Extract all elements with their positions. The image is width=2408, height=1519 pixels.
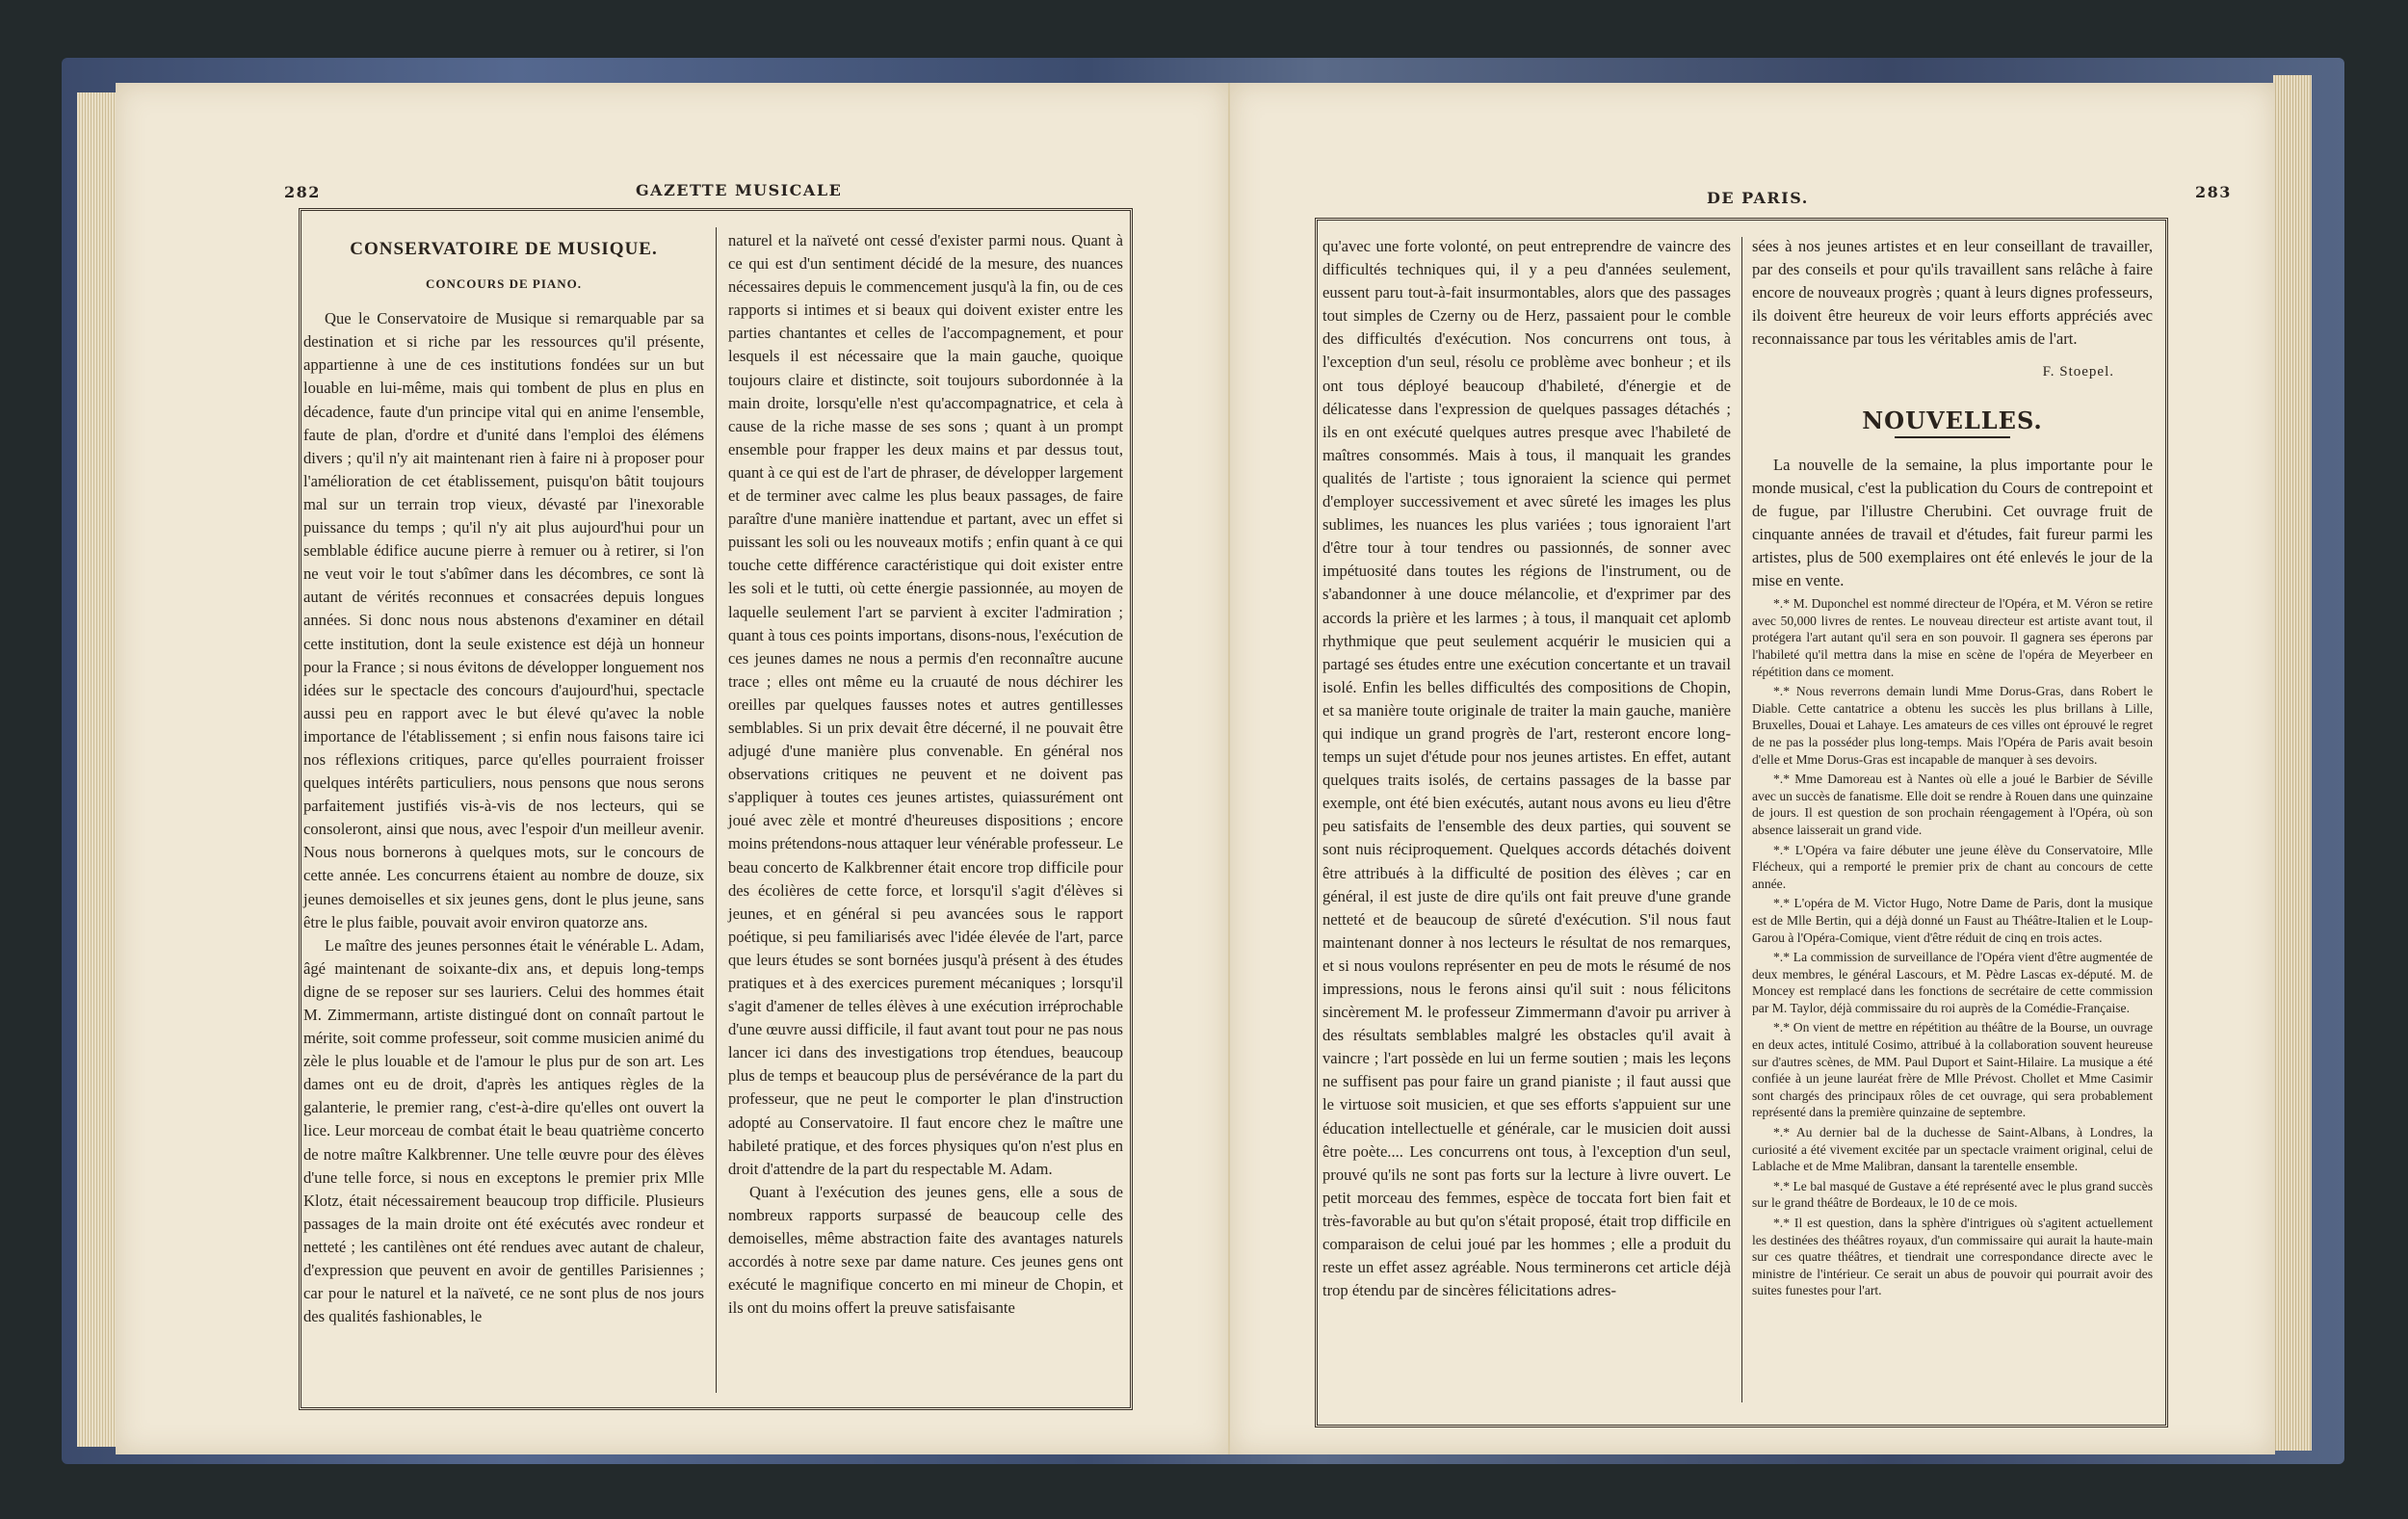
news-item: *.* Mme Damoreau est à Nantes où elle a joué le Barbier de Séville avec un succès de fanatisme. Elle doit se rendre à Rouen dans une quinzaine de jours. Il est question de son prochain réengagement à l'Opéra, où son absence laisserait un grand vide. [1752,772,2153,837]
news-item: *.* Il est question, dans la sphère d'intrigues où s'agitent actuellement les destinées des théâtres royaux, d'un commissaire qui aurait la haute-main sur ces quatre théâtres, et tiendrait une correspondance directe avec le ministre de l'intérieur. Ce serait un abus de pouvoir qui pourrait avoir des suites funestes pour l'art. [1752,1216,2153,1298]
page-number-left: 282 [284,183,321,201]
running-head-left: GAZETTE MUSICALE [636,181,843,199]
column-rule-right [1741,237,1742,1402]
paragraph: sées à nos jeunes artistes et en leur conseillant de travailler, par des conseils et pour qu'ils travaillent sans relâche à faire encore de nouveaux progrès ; quant à leurs dignes professeurs, ils doivent être heureux de voir leurs efforts appréciés avec reconnaissance par tous les véritables amis de l'art. [1752,237,2153,349]
paragraph: naturel et la naïveté ont cessé d'exister parmi nous. Quant à ce qui est d'un sentiment décidé de la mesure, des nuances nécessaires depuis le commencement jusqu'à la fin, ou de ces rapports si intimes et si beaux qui doivent exister entre les parties chantantes et celles de l'accompagnement, et pour lesquels il est nécessaire que la main gauche, quoique toujours claire et distincte, soit toujours subordonnée à la main droite, lorsqu'elle n'est qu'accompagnatrice, et cela à cause de la riche masse de ses sons ; quant à un prompt ensemble pour frapper les deux mains et par dessus tout, quant à ce qui est de l'art de phraser, de développer largement et de terminer avec calme les plus beaux passages, de faire paraître d'une manière inattendue et partant, avec un effet si puissant les soli ou les nouveaux motifs ; enfin quant à ce qui touche cette différence caractéristique qui doit exister entre les soli et le tutti, où cette énergie passionnée, au moyen de laquelle seulement l'art se parvient à exciter l'admiration ; quant à tous ces points importans, disons-nous, l'exécution de ces jeunes dames ne nous a permis d'en reconnaître aucune trace ; elles ont même eu la cruauté de nous déchirer les oreilles par quelques fausses notes et autres gentillesses semblables. Si un prix devait être décerné, il ne pouvait être adjugé d'une manière plus convenable. En général nos observations critiques ne peuvent et ne doivent pas s'appliquer à toutes ces jeunes artistes, quiassurément ont joué avec zèle et montré d'heureuses dispositions ; encore moins prétendons-nous attaquer leur vénérable professeur. Le beau concerto de Kalkbrenner était encore trop difficile pour des écolières de cette force, et lorsqu'il s'agit d'élèves si jeunes, et en général si peu avancées sous le rapport poétique, si peu familiarisés avec l'idée élevée de l'art, parce que leurs études se sont bornées jusqu'à présent à des études pratiques et à des exercices purement mécaniques ; lorsqu'il s'agit d'amener de telles élèves à une exécution irréprochable d'une œuvre aussi difficile, il faut avant tout pour ne pas nous lancer ici dans des investigations trop étendues, beaucoup plus de temps et beaucoup plus de persévérance de la part du professeur, que ne peut le comporter le plan d'instruction adopté au Conservatoire. Il faut encore chez le maître une habileté pratique, et des forces physiques qu'on n'est plus en droit d'attendre de la part du respectable M. Adam. [728,231,1123,1178]
title-underline [1895,436,2010,438]
news-item: *.* Au dernier bal de la duchesse de Saint-Albans, à Londres, la curiosité a été vivement excitée par un spectacle vraiment original, celui de Lablache et de Mme Malibran, dansant la tarentelle ensemble. [1752,1125,2153,1174]
right-column-1 [1322,235,1731,1302]
article-title: CONSERVATOIRE DE MUSIQUE. [350,239,658,259]
running-head-right: DE PARIS. [1707,189,1809,207]
paragraph: La nouvelle de la semaine, la plus importante pour le monde musical, c'est la publication du Cours de contrepoint et de fugue, par l'illustre Cherubini. Cet ouvrage fruit de cinquante années de travail et d'études, fait fureur parmi les artistes, plus de 500 exemplaires ont été enlevés le jour de la mise en vente. [1752,455,2153,590]
right-column-2 [1752,235,2153,1299]
nouvelles-title: NOUVELLES. [1862,406,2043,434]
paragraph: qu'avec une forte volonté, on peut entreprendre de vaincre des difficultés techniques qui, il y a peu d'années seulement, eussent paru tout-à-fait insurmontables, alors que des passages tout simples de Czerny ou de Herz, passaient pour le comble des difficultés d'exécution. Nos concurrens ont tous, à l'exception d'un seul, résolu ce problème avec bonheur ; et ils ont tous déployé beaucoup d'habileté, d'énergie et de délicatesse dans l'expression de quelques passages détachés ; ils en ont exécuté quelques autres presque avec l'habileté de maîtres consommés. Mais à tous, il manquait les grandes qualités de l'artiste ; tous ignoraient la science qui permet d'employer successivement et avec sûreté les images les plus sublimes, les nuances les plus variées ; tous ignoraient l'art d'être tour à tour tendres ou passionnés, de sonner avec impétuosité dans toutes les régions de l'instrument, ou de s'abandonner à une douce mélancolie, et d'exprimer par des accords la prière et les larmes ; à tous, il manquait cet aplomb rhythmique que peut seulement acquérir le musicien qui a partagé ses études entre une exécution concertante et un travail isolé. Enfin les belles difficultés des compositions de Chopin, et sa manière toute originale de traiter la main gauche, manière qui indique un grand progrès de l'art, resteront encore long-temps un sujet d'étude pour nos jeunes artistes. En effet, autant quelques traits isolés, de certains passages de la basse par exemple, ont été bien exécutés, autant nous avons eu lieu d'être peu satisfaits de l'ensemble des deux parties, qui souvent se sont nuis réciproquement. Quelques accords détachés doivent être attribués à la difficulté de position des élèves ; car en général, il est juste de dire qu'ils ont fait preuve d'une grande netteté et de beaucoup de sûreté d'exécution. S'il nous faut maintenant donner à nos lecteurs le résultat de nos remarques, et si nous voulons représenter en peu de mots le résumé de nos impressions, nous le ferons ainsi qu'il suit : nous félicitons sincèrement M. le professeur Zimmermann d'avoir pu arriver à des résultats semblables malgré les obstacles qu'il avait à vaincre ; l'art possède en lui un ferme soutien ; mais les leçons ne suffisent pas pour faire un grand pianiste ; il faut aussi que le virtuose soit musicien, et que ses efforts s'appuient sur une éducation intellectuelle et générale, car le musicien doit aussi être poète.... Les concurrens ont tous, à l'exception d'un seul, prouvé qu'ils ne sont pas forts sur la lecture à livre ouvert. Le petit morceau des femmes, espèce de toccata fort bien fait et très-favorable au but qu'on s'était proposé, était trop difficile en comparaison de celui joué par les hommes ; elle a produit du reste un effet assez agréable. Nous terminerons cet article déjà trop étendu par de sincères félicitations adres- [1322,237,1731,1300]
news-item: *.* Le bal masqué de Gustave a été représenté avec le plus grand succès sur le grand théâtre de Bordeaux, le 10 de ce mois. [1752,1178,2153,1211]
left-column-2 [728,229,1123,1320]
paragraph: Que le Conservatoire de Musique si remarquable par sa destination et si riche par les ressources qu'il présente, appartienne à une de ces institutions fondées sur un but louable en lui-même, mais qui tombent de plus en plus en décadence, faute d'un principe vital qui en anime l'ensemble, faute de plan, d'ordre et d'unité dans l'emploi des élémens divers ; qu'il n'y ait maintenant rien à faire ni à proposer pour l'amélioration de cet établissement, puisqu'on bâtit toujours mal sur un terrain trop vieux, dévasté par l'inexorable puissance du temps ; qu'il n'y ait plus aujourd'hui pour un semblable édifice aucune pierre à remuer ou à retirer, si l'on ne veut voir le tout s'abîmer dans les décombres, ce sont là autant de vérités reconnues et consacrées depuis longues années. Si donc nous nous abstenons d'examiner en détail cette institution, dont la seule existence est déjà un honneur pour la France ; si nous évitons de développer longuement nos idées sur le spectacle des concours d'aujourd'hui, spectacle aussi peu en rapport avec le but élevé qu'avec la noble importance de l'établissement ; si enfin nous faisons taire ici nos réflexions critiques, parce qu'elles pourraient froisser quelques intérêts particuliers, nous pensons que nous serons parfaitement justifiés vis-à-vis de nos lecteurs, qui se consoleront, ainsi que nous, avec l'espoir d'un meilleur avenir. Nous nous bornerons à quelques mots, sur le concours de cette année. Les concurrens étaient au nombre de douze, six jeunes demoiselles et six jeunes gens, dont le plus jeune, sans être le plus faible, pouvait avoir environ quatorze ans. [303,309,704,931]
news-item: *.* La commission de surveillance de l'Opéra vient d'être augmentée de deux membres, le général Lascours, et M. Pèdre Lascas ex-député. M. de Moncey est remplacé dans les fonctions de secrétaire de cette commission par M. Taylor, déjà commissaire du roi auprès de la Comédie-Française. [1752,950,2153,1015]
news-item: *.* Nous reverrons demain lundi Mme Dorus-Gras, dans Robert le Diable. Cette cantatrice a obtenu les succès les plus brillans à Lille, Bruxelles, Douai et Lahaye. Les amateurs de ces villes ont éprouvé le regret de ne pas la posséder plus long-temps. Mais l'Opéra de Paris avait besoin d'elle et Mme Dorus-Gras est incapable de manquer à ses devoirs. [1752,684,2153,767]
article-subtitle: CONCOURS DE PIANO. [425,276,583,292]
news-item: *.* L'Opéra va faire débuter une jeune élève du Conservatoire, Mlle Flécheux, qui a remporté le premier prix de chant au concours de cette année. [1752,842,2153,891]
news-item: *.* On vient de mettre en répétition au théâtre de la Bourse, un ouvrage en deux actes, intitulé Cosimo, attribué à la collaboration souvent heureuse sur d'autres scènes, de MM. Paul Duport et Saint-Hilaire. La musique a été confiée à un jeune lauréat frère de Mlle Prévost. Chollet et Mme Casimir sont chargés des principaux rôles de cet ouvrage, qui sera probablement représenté dans la première quinzaine de septembre. [1752,1020,2153,1120]
paragraph: Quant à l'exécution des jeunes gens, elle a sous de nombreux rapports surpassé de beaucoup celle des demoiselles, même abstraction faite des avantages naturels accordés à notre sexe par dame nature. Ces jeunes gens ont exécuté le magnifique concerto en mi mineur de Chopin, et ils ont du moins offert la preuve satisfaisante [728,1182,1123,1318]
right-page [1228,83,2275,1454]
left-page-edges [77,92,116,1447]
signature: F. Stoepel. [2042,364,2114,380]
paragraph: Le maître des jeunes personnes était le vénérable L. Adam, âgé maintenant de soixante-dix ans, et depuis long-temps digne de se reposer sur ses lauriers. Celui des hommes était M. Zimmermann, artiste distingué dont on connaît partout le mérite, soit comme professeur, soit comme musicien animé du zèle le plus louable et de l'amour le plus pur de son art. Les dames ont eu de droit, d'après les antiques règles de la galanterie, le premier rang, c'est-à-dire qu'elles ont ouvert la lice. Leur morceau de combat était le beau quatrième concerto de notre maître Kalkbrenner. Une telle œuvre pour des élèves d'une telle force, si nous en exceptons le premier prix Mlle Klotz, était nécessairement beaucoup trop difficile. Plusieurs passages de la main droite ont été exécutés avec rondeur et netteté ; les cantilènes ont été rendues avec autant de chaleur, d'expression que peuvent en avoir de gentilles Parisiennes ; car pour le naturel et la naïveté, ce ne sont plus de nos jours des qualités fashionables, le [303,935,704,1326]
page-number-right: 283 [2195,183,2232,201]
right-page-edges [2273,75,2312,1451]
news-item: *.* L'opéra de M. Victor Hugo, Notre Dame de Paris, dont la musique est de Mlle Bertin, qui a déjà donné un Faust au Théâtre-Italien et le Loup-Garou à l'Opéra-Comique, vient d'être réduit de cinq en trois actes. [1752,896,2153,945]
left-page [116,83,1232,1454]
column-rule-left [716,227,717,1393]
news-item: *.* M. Duponchel est nommé directeur de l'Opéra, et M. Véron se retire avec 50,000 livres de rentes. Le nouveau directeur est artiste avant tout, il protégera l'art autant qu'il sera en son pouvoir. Il gagnera ses éperons par l'habileté qu'il mettra dans la mise en scène de l'opéra de Meyerbeer en répétition dans ce moment. [1752,596,2153,679]
left-column-1 [303,232,704,1328]
